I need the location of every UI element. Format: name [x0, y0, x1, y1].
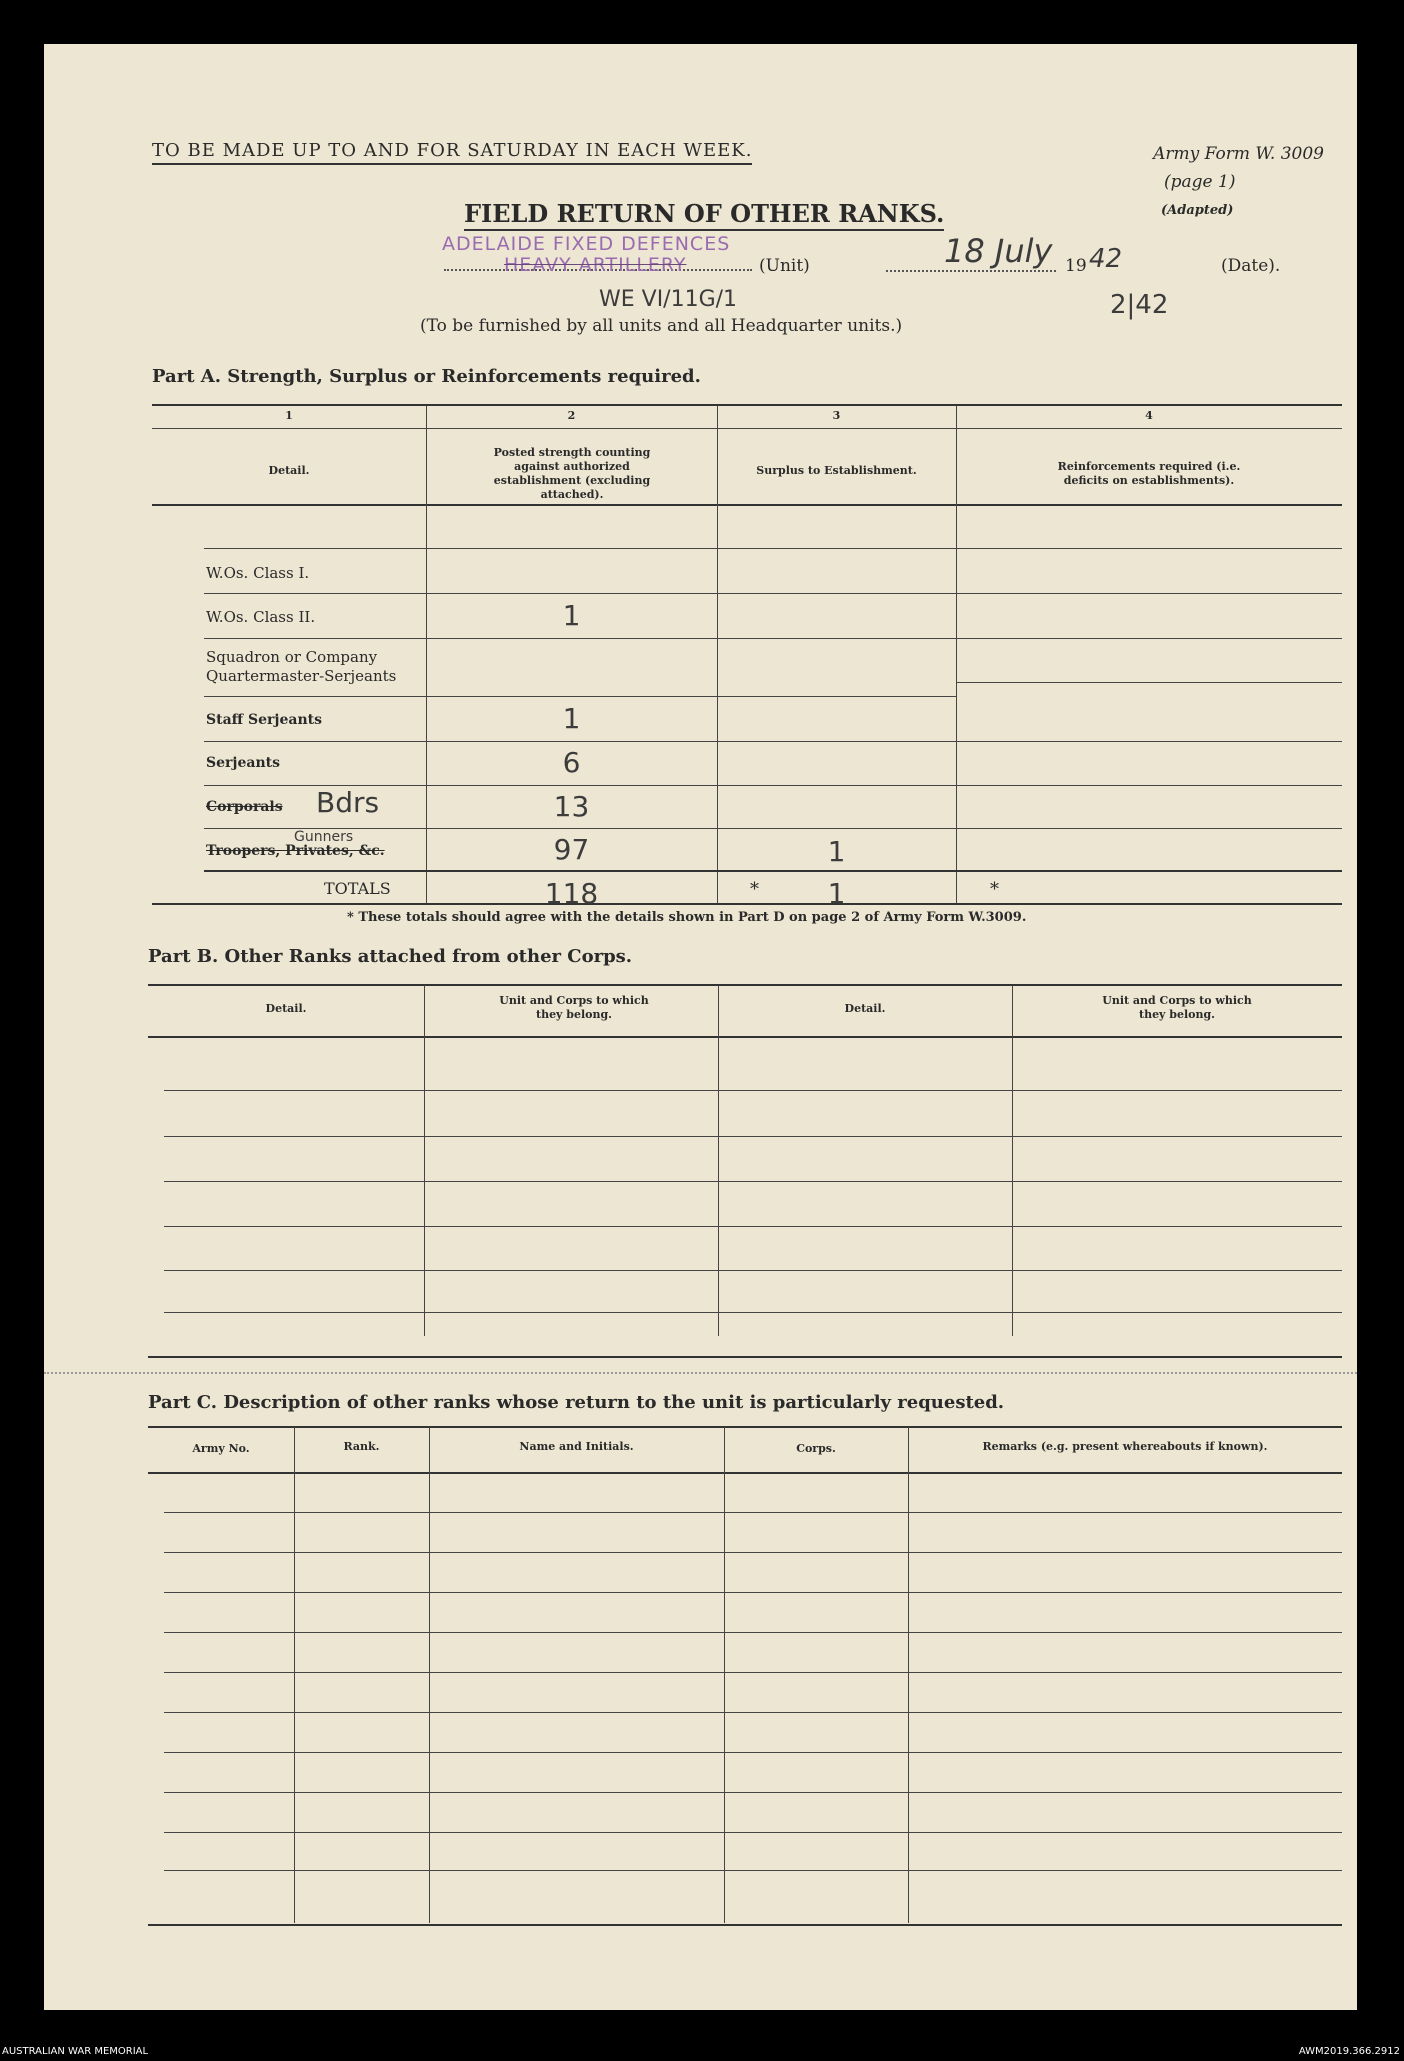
part-c-bottom-rule [148, 1924, 1342, 1926]
instruction-text: TO BE MADE UP TO AND FOR SATURDAY IN EACH WEEK. [152, 140, 753, 161]
part-c-row-rule [164, 1752, 1342, 1753]
totals-posted: 118 [544, 877, 599, 910]
part-c-row-rule [164, 1512, 1342, 1513]
part-a-col-divider-3 [956, 405, 957, 905]
row-label-troopers: Troopers, Privates, &c. [206, 843, 385, 859]
part-c-row-rule [164, 1552, 1342, 1553]
row-label-corporals: Corporals [206, 799, 283, 815]
part-b-row-rule [164, 1312, 1342, 1313]
part-b-col-divider-3 [1012, 985, 1013, 1336]
row-label-wo1: W.Os. Class I. [206, 564, 310, 582]
part-c-row-rule [164, 1792, 1342, 1793]
unit-stamp-line2-text: HEAVY ARTILLERY [504, 254, 687, 276]
row-label-cqms: Squadron or Company Quartermaster-Serjeants [206, 648, 397, 685]
posted-troopers: 97 [553, 833, 590, 866]
form-page [44, 44, 1357, 2010]
part-a-footnote: * These totals should agree with the details shown in Part D on page 2 of Army Form W.3009. [347, 910, 1027, 925]
part-c-row-rule [164, 1672, 1342, 1673]
perforation-line [44, 1372, 1357, 1374]
form-title-text: FIELD RETURN OF OTHER RANKS. [464, 199, 945, 228]
row-rule [204, 741, 1342, 742]
totals-mark-reinforcements: * [990, 879, 999, 900]
part-b-row-rule [164, 1226, 1342, 1227]
surplus-troopers: 1 [827, 835, 846, 868]
row-annotation-bdrs: Bdrs [316, 786, 380, 819]
date-handwritten-text: 18 July [944, 232, 1053, 270]
date-label-text: (Date). [1221, 256, 1281, 276]
part-b-col-divider-2 [718, 985, 719, 1336]
unit-stamp-line2 [504, 254, 687, 276]
row-rule [204, 696, 956, 697]
unit-stamp-line1 [442, 233, 730, 255]
part-b-title: Part B. Other Ranks attached from other Corps. [148, 946, 633, 967]
part-b-top-rule [148, 984, 1342, 986]
part-a-number-rule [152, 428, 1342, 429]
part-c-col-divider-3 [724, 1427, 725, 1923]
part-c-col-divider-4 [908, 1427, 909, 1923]
part-c-row-rule [164, 1712, 1342, 1713]
date-label [1221, 256, 1280, 276]
unit-label [759, 256, 810, 276]
part-c-title: Part C. Description of other ranks whose return to the unit is particularly requested. [148, 1392, 1005, 1413]
unit-stamp-line1-text: ADELAIDE FIXED DEFENCES [442, 233, 731, 255]
row-rule [204, 593, 1342, 594]
row-label-serjeants: Serjeants [206, 755, 280, 771]
date-dotted-line [886, 270, 1056, 272]
footer-right: AWM2019.366.2912 [1298, 2046, 1400, 2057]
year-prefix-text: 19 [1065, 256, 1087, 276]
row-rule [956, 682, 1342, 683]
part-a-col-number-3: 3 [832, 409, 841, 422]
part-c-row-rule [164, 1592, 1342, 1593]
posted-staff-serjeants: 1 [562, 702, 581, 735]
row-rule [204, 870, 1342, 872]
year-handwritten-text: 42 [1089, 244, 1123, 274]
totals-mark-surplus: * [750, 879, 759, 900]
part-b-row-rule [164, 1181, 1342, 1182]
part-b-row-rule [164, 1136, 1342, 1137]
unit-label-text: (Unit) [759, 256, 810, 276]
form-adapted [1161, 203, 1233, 218]
part-c-header-name: Name and Initials. [519, 1440, 634, 1453]
part-a-header-detail: Detail. [268, 464, 310, 477]
part-a-title [152, 366, 701, 387]
part-c-row-rule [164, 1632, 1342, 1633]
part-c-header-army-no: Army No. [192, 1442, 250, 1455]
we-note [599, 287, 737, 312]
part-b-row-rule [164, 1090, 1342, 1091]
part-a-header-surplus: Surplus to Establishment. [756, 464, 917, 477]
part-b-header-detail-2: Detail. [844, 1002, 886, 1015]
posted-serjeants: 6 [562, 746, 581, 779]
part-a-top-rule [152, 404, 1342, 406]
part-c-header-rank: Rank. [343, 1440, 380, 1453]
part-a-header-posted: Posted strength counting against authorized establishment (excluding attached). [493, 446, 651, 501]
year-handwritten [1089, 244, 1122, 274]
row-label-staff-serjeants: Staff Serjeants [206, 712, 322, 728]
date-handwritten [944, 232, 1052, 270]
part-a-header-reinforcements: Reinforcements required (i.e. deficits on establishments). [1057, 460, 1241, 487]
part-a-title-text: Part A. Strength, Surplus or Reinforcements required. [152, 366, 701, 387]
page-note-text: 2|42 [1110, 290, 1169, 320]
form-page-ref [1164, 172, 1235, 192]
totals-label: TOTALS [324, 879, 391, 898]
part-c-col-divider-2 [429, 1427, 430, 1923]
year-prefix [1065, 256, 1087, 276]
row-rule [204, 638, 1342, 639]
part-c-top-rule [148, 1426, 1342, 1428]
part-b-col-divider-1 [424, 985, 425, 1336]
instruction-line [152, 140, 752, 165]
we-note-text: WE VI/11G/1 [599, 287, 738, 312]
form-adapted-text: (Adapted) [1161, 203, 1234, 218]
furnish-note [420, 316, 902, 336]
footer-left: AUSTRALIAN WAR MEMORIAL [2, 2046, 149, 2057]
part-c-header-corps: Corps. [796, 1442, 836, 1455]
form-title [464, 199, 944, 231]
part-b-header-unit-2: Unit and Corps to which they belong. [1102, 994, 1252, 1021]
row-rule [204, 548, 1342, 549]
part-a-col-number-1: 1 [285, 409, 293, 422]
row-rule [204, 828, 1342, 829]
posted-wo2: 1 [562, 599, 581, 632]
form-number [1094, 144, 1324, 164]
furnish-note-text: (To be furnished by all units and all Headquarter units.) [420, 316, 903, 336]
part-b-header-rule [148, 1036, 1342, 1038]
part-c-row-rule [164, 1870, 1342, 1871]
part-b-row-rule [164, 1270, 1342, 1271]
part-c-header-rule [148, 1472, 1342, 1474]
row-annotation-gunners: Gunners [294, 829, 354, 845]
form-number-text: Army Form W. 3009 [1153, 144, 1324, 164]
part-a-col-number-2: 2 [567, 409, 576, 422]
part-a-col-divider-2 [717, 405, 718, 905]
form-page-ref-text: (page 1) [1164, 172, 1236, 192]
page-note [1110, 290, 1168, 320]
totals-surplus: 1 [827, 877, 846, 910]
part-a-col-number-4: 4 [1145, 409, 1153, 422]
posted-corporals: 13 [553, 790, 590, 823]
part-b-header-unit-1: Unit and Corps to which they belong. [499, 994, 649, 1021]
row-label-wo2: W.Os. Class II. [206, 608, 316, 626]
part-b-bottom-rule [148, 1356, 1342, 1358]
part-c-header-remarks: Remarks (e.g. present whereabouts if known). [982, 1440, 1268, 1453]
part-b-header-detail-1: Detail. [265, 1002, 307, 1015]
part-c-col-divider-1 [294, 1427, 295, 1923]
part-c-row-rule [164, 1832, 1342, 1833]
part-a-header-rule [152, 504, 1342, 506]
